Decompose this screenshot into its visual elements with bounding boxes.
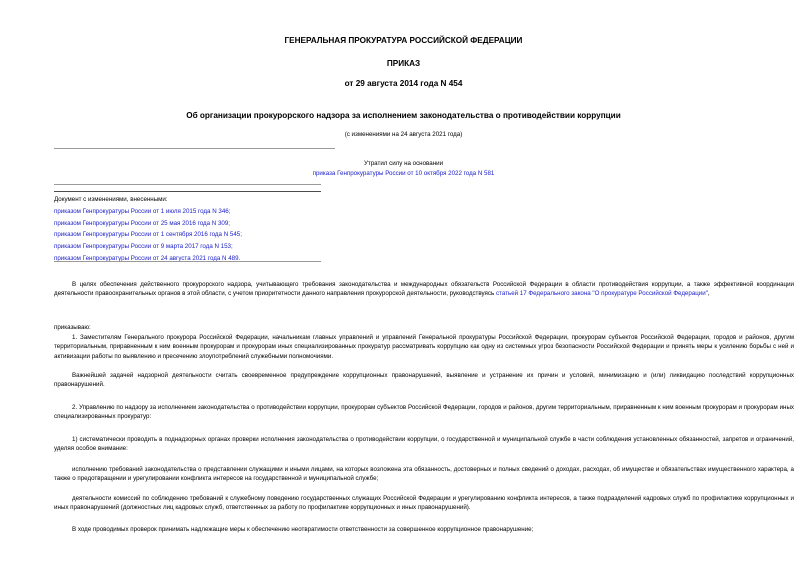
divider: [54, 148, 335, 149]
changes-intro: Документ с изменениями, внесенными:: [54, 196, 168, 203]
divider: [54, 191, 321, 192]
revision-note: (с изменениями на 24 августа 2021 года): [344, 131, 463, 138]
doc-title: Об организации прокурорского надзора за исполнением законодательства о противодействии коррупции: [186, 111, 621, 120]
paragraph-4: 1) систематически проводить в поднадзорных органах проверки исполнения законодательства о противодействии коррупции, о государственной и муниципальной службе в части соблюдения установленных обязанностей, запретов и ограничений, уделяя особое внимание:: [54, 436, 794, 453]
change-link-5[interactable]: приказом Генпрокуратуры России от 24 августа 2021 года N 489.: [54, 254, 241, 262]
doc-type: ПРИКАЗ: [386, 59, 421, 68]
paragraph-6: деятельности комиссий по соблюдению требований к служебному поведению государственных служащих Российской Федерации и урегулированию конфликта интересов, а также подразделений кадровых служб по профилактике коррупционных и иных правонарушений (должностных лиц кадровых служб, ответственных за работу по профилактике коррупционных и иных правонарушений).: [54, 495, 794, 512]
change-link-4[interactable]: приказом Генпрокуратуры России от 9 марта 2017 года N 153;: [54, 243, 233, 251]
org-name: ГЕНЕРАЛЬНАЯ ПРОКУРАТУРА РОССИЙСКОЙ ФЕДЕРАЦИИ: [284, 36, 523, 45]
paragraph-7: В ходе проводимых проверок принимать надлежащие меры к обеспечению неотвратимости ответственности за совершенное коррупционное правонарушение;: [72, 526, 534, 533]
changes-list: [54, 194, 242, 265]
preamble-paragraph: [54, 280, 794, 299]
paragraph-2: Важнейшей задачей надзорной деятельности считать своевременное предупреждение коррупционных правонарушений, выявление и устранение их причин и условий, минимизацию и (или) ликвидацию последствий коррупционных правонарушений.: [54, 372, 794, 389]
order-word: приказываю:: [54, 324, 91, 331]
change-link-2[interactable]: приказом Генпрокуратуры России от 25 мая 2016 года N 309;: [54, 219, 231, 227]
change-link-1[interactable]: приказом Генпрокуратуры России от 1 июля 2015 года N 346;: [54, 207, 231, 215]
preamble-text: В целях обеспечения действенного прокурорского надзора, учитывающего требования законодательства и международных обязательств Российской Федерации в области противодействия коррупции, а также эффективной координации деятельности правоохранительных органов в этой области, с учетом приоритетности данного направления прокурорской деятельности, руководствуясь: [54, 281, 794, 298]
preamble-end: ,: [707, 290, 710, 298]
paragraph-5: исполнению требований законодательства о представлении служащими и иными лицами, на которых возложена эта обязанность, достоверных и полных сведений о доходах, расходах, об имуществе и обязательствах имущественного характера, а также о предотвращении и урегулировании конфликта интересов на государственной и муниципальной службе;: [54, 466, 794, 483]
lost-force-note: Утратил силу на основании: [363, 160, 444, 167]
divider: [54, 184, 321, 185]
basis-link[interactable]: приказа Генпрокуратуры России от 10 октября 2022 года N 581: [312, 170, 495, 177]
law-link[interactable]: статьей 17 Федерального закона "О прокуратуре Российской Федерации": [495, 290, 708, 298]
paragraph-3: 2. Управлению по надзору за исполнением законодательства о противодействии коррупции, прокурорам субъектов Российской Федерации, городов и районов, другим территориальным, приравненным к ним военным прокурорам и прокурорам иных специализированных прокуратур:: [54, 404, 794, 421]
doc-date-number: от 29 августа 2014 года N 454: [344, 79, 463, 88]
change-link-3[interactable]: приказом Генпрокуратуры России от 1 сентября 2016 года N 545;: [54, 231, 242, 239]
paragraph-1: 1. Заместителям Генерального прокурора Российской Федерации, начальникам главных управлений и управлений Генеральной прокуратуры Российской Федерации, прокурорам субъектов Российской Федерации, городов и районов, другим территориальным, приравненным к ним военным прокурорам и прокурорам иных специализированных прокуратур рассматривать коррупцию как одну из системных угроз безопасности Российской Федерации и принять меры к усилению борьбы с ней и активизации работы по выявлению и пресечению злоупотреблений служебными полномочиями.: [54, 334, 794, 360]
divider: [54, 261, 321, 262]
